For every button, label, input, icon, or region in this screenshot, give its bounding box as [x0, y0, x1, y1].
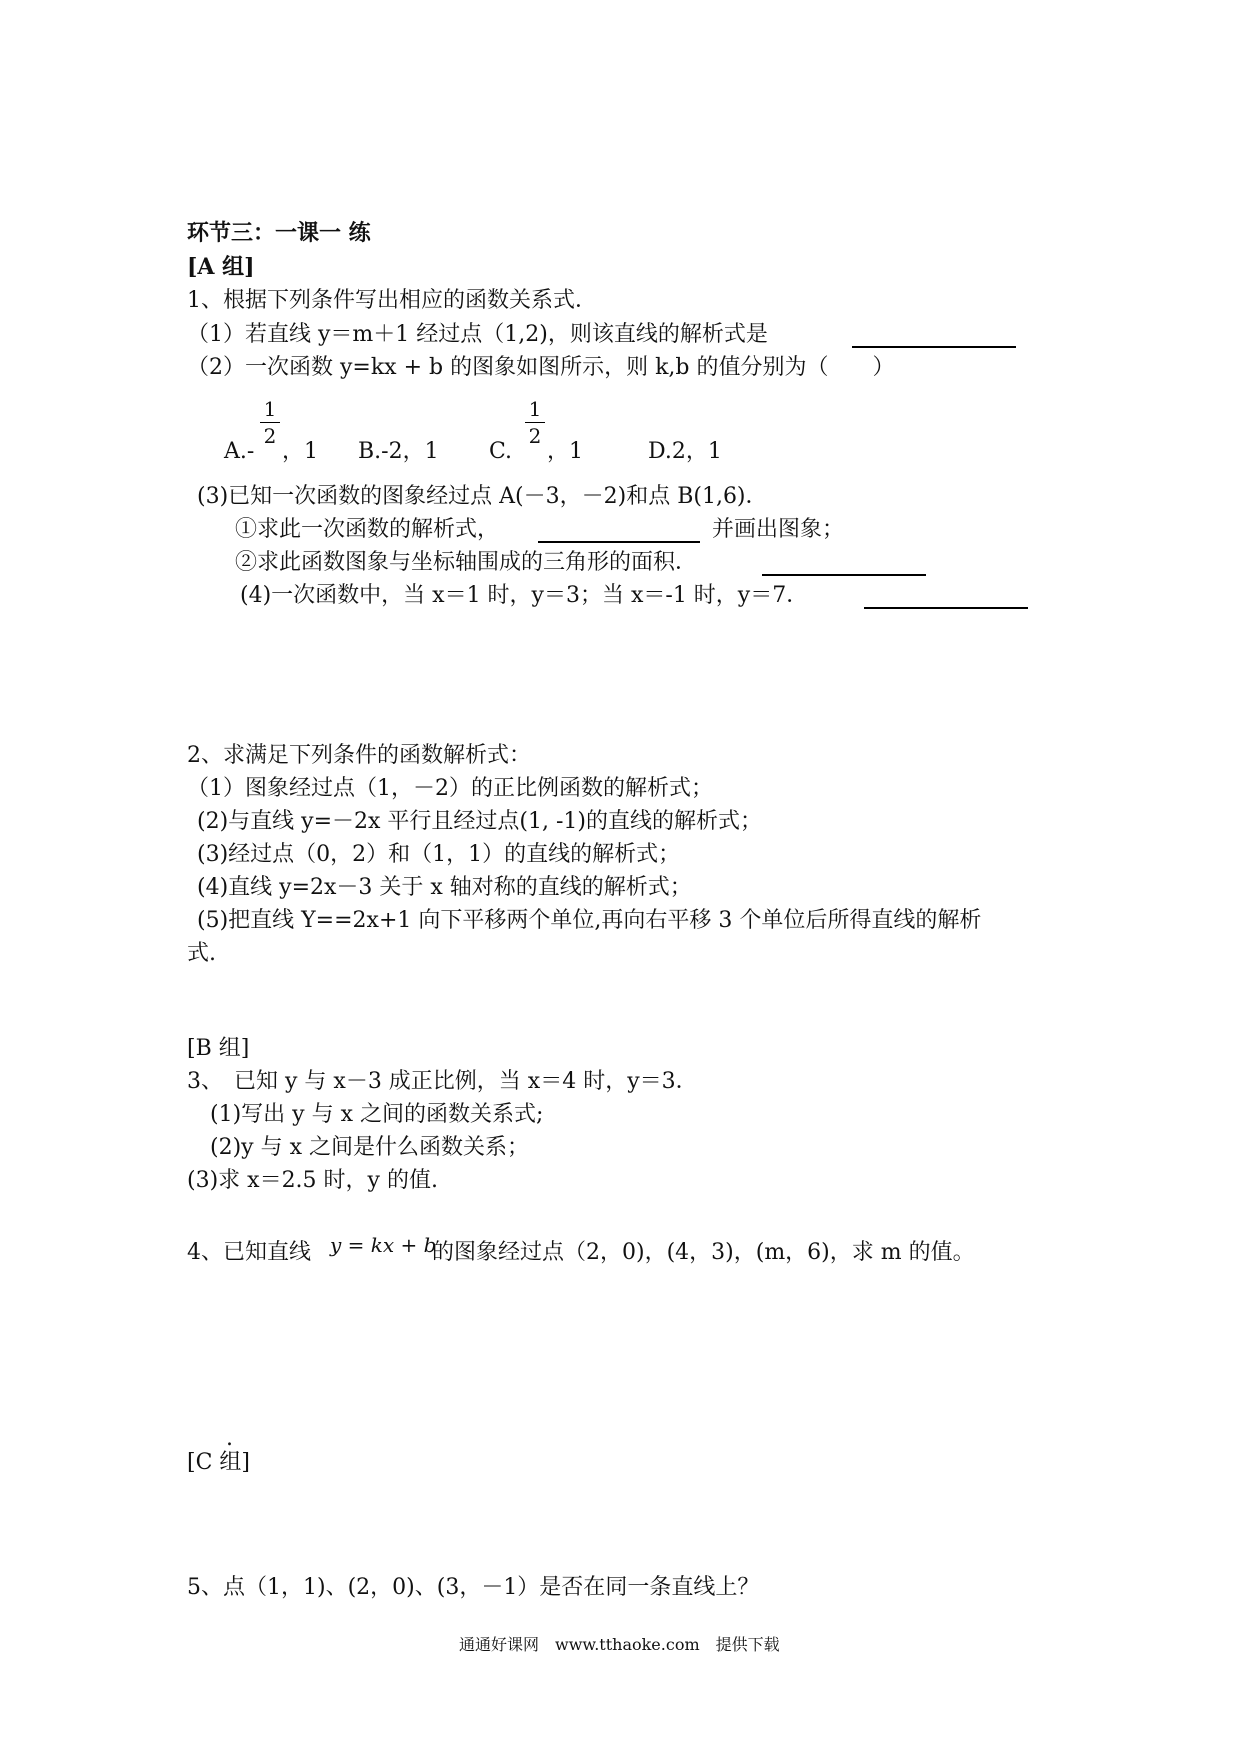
- option-a-fraction: [260, 398, 280, 447]
- q1-part3-i-tail: 并画出图象；: [712, 517, 845, 542]
- q2-part2: (2)与直线 y=－2x 平行且经过点(1, -1)的直线的解析式；: [197, 809, 762, 834]
- answer-blank-q1-3i: [538, 541, 700, 543]
- option-c-fraction: [525, 398, 545, 447]
- answer-blank-q1-4: [864, 607, 1028, 609]
- q1-part1: （1）若直线 y＝m＋1 经过点（1,2)，则该直线的解析式是: [187, 322, 768, 347]
- q2-part4: (4)直线 y=2x－3 关于 x 轴对称的直线的解析式；: [197, 875, 692, 900]
- q1-part3-ii: ②求此函数图象与坐标轴围成的三角形的面积．: [235, 550, 698, 575]
- q1-part3: (3)已知一次函数的图象经过点 A(－3，－2)和点 B(1,6)．: [197, 484, 768, 509]
- option-a-prefix: A.-: [224, 439, 255, 464]
- fraction-denominator: 2: [263, 424, 277, 448]
- answer-blank-q1-1: [852, 346, 1016, 348]
- group-c-label: [C 组]: [187, 1450, 250, 1475]
- option-d: D.2，1: [648, 439, 722, 464]
- group-b-label: [B 组]: [187, 1036, 250, 1061]
- q1-stem: 1、根据下列条件写出相应的函数关系式．: [187, 288, 597, 313]
- q4-prefix: 4、已知直线: [187, 1240, 311, 1265]
- q4-formula: y = kx + b: [330, 1233, 437, 1257]
- q1-part3-i: ①求此一次函数的解析式，: [235, 517, 500, 542]
- option-c-suffix: ，1: [547, 439, 583, 464]
- q2-part3: (3)经过点（0，2）和（1，1）的直线的解析式；: [197, 842, 681, 867]
- q1-part4: (4)一次函数中，当 x＝1 时，y＝3；当 x＝-1 时，y＝7．: [240, 583, 809, 608]
- page-footer: 通通好课网 www.tthaoke.com 提供下载: [459, 1635, 780, 1654]
- q2-stem: 2、求满足下列条件的函数解析式：: [187, 743, 531, 768]
- section-title: 环节三：一课一 练: [187, 220, 371, 246]
- fraction-denominator: 2: [528, 424, 542, 448]
- q3-part2: (2)y 与 x 之间是什么函数关系；: [210, 1135, 529, 1160]
- answer-blank-q1-3ii: [762, 574, 926, 576]
- fraction-bar: [525, 422, 545, 423]
- q3-part1: (1)写出 y 与 x 之间的函数关系式;: [210, 1102, 544, 1127]
- q2-part5-line2: 式.: [187, 941, 216, 966]
- option-b: B.-2，1: [358, 439, 439, 464]
- option-c-prefix: C.: [489, 439, 513, 464]
- q2-part5-line1: (5)把直线 Y==2x+1 向下平移两个单位,再向右平移 3 个单位后所得直线的解析: [197, 908, 982, 933]
- fraction-bar: [260, 422, 280, 423]
- option-a-suffix: ，1: [282, 439, 318, 464]
- q1-part2: （2）一次函数 y=kx + b 的图象如图所示，则 k,b 的值分别为（ ）: [187, 355, 895, 380]
- fraction-numerator: 1: [263, 397, 277, 421]
- q4-suffix: 的图象经过点（2，0)，(4，3)，(m，6)，求 m 的值。: [432, 1240, 975, 1265]
- fraction-numerator: 1: [528, 397, 542, 421]
- stray-dot: .: [226, 1426, 233, 1451]
- group-a-label: [A 组]: [187, 254, 255, 280]
- q2-part1: （1）图象经过点（1，－2）的正比例函数的解析式；: [187, 776, 713, 801]
- q3-part3: (3)求 x＝2.5 时，y 的值.: [187, 1168, 438, 1193]
- q3-stem: 3、 已知 y 与 x－3 成正比例，当 x＝4 时，y＝3．: [187, 1069, 698, 1094]
- q5-stem: 5、点（1，1)、(2，0)、(3，－1）是否在同一条直线上？: [187, 1575, 760, 1600]
